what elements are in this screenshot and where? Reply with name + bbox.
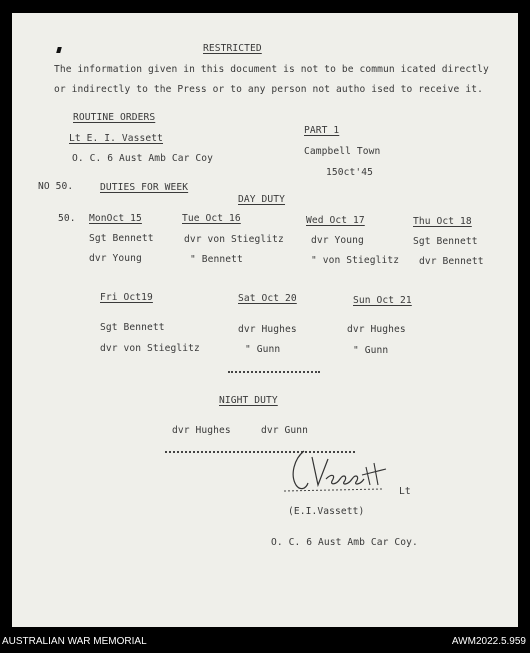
notice-line-1: The information given in this document is not to be commun icated directly (54, 64, 489, 75)
sat-line-2: " Gunn (245, 344, 281, 355)
order-date: 150ct'45 (326, 167, 374, 178)
day-mon: MonOct 15 (89, 213, 142, 224)
signatory-name: (E.I.Vassett) (288, 506, 365, 517)
item-number: 50. (58, 213, 76, 224)
wed-line-1: dvr Young (311, 235, 364, 246)
wed-line-2: " von Stieglitz (311, 255, 400, 266)
sat-line-1: dvr Hughes (238, 324, 297, 335)
sun-line-1: dvr Hughes (347, 324, 406, 335)
day-thu: Thu Oct 18 (413, 216, 472, 227)
handwritten-signature (282, 445, 392, 497)
night-duty-2: dvr Gunn (261, 425, 309, 436)
mon-line-1: Sgt Bennett (89, 233, 154, 244)
night-duty-heading: NIGHT DUTY (219, 395, 278, 406)
part-number: PART 1 (304, 125, 340, 136)
night-duty-1: dvr Hughes (172, 425, 231, 436)
routine-orders-title: ROUTINE ORDERS (73, 112, 156, 123)
signature-suffix: Lt (399, 486, 411, 497)
unit-name: O. C. 6 Aust Amb Car Coy (72, 153, 214, 164)
footer-bar (0, 628, 530, 653)
day-tue: Tue Oct 16 (182, 213, 241, 224)
location: Campbell Town (304, 146, 381, 157)
thu-line-2: dvr Bennett (419, 256, 484, 267)
day-duty-heading: DAY DUTY (238, 194, 286, 205)
signatory-title: O. C. 6 Aust Amb Car Coy. (271, 537, 418, 548)
sun-line-2: " Gunn (353, 345, 389, 356)
day-wed: Wed Oct 17 (306, 215, 365, 226)
officer-name: Lt E. I. Vassett (69, 133, 164, 144)
day-sat: Sat Oct 20 (238, 293, 297, 304)
fri-line-2: dvr von Stieglitz (100, 343, 200, 354)
thu-line-1: Sgt Bennett (413, 236, 478, 247)
footer-accession-number: AWM2022.5.959 (451, 636, 526, 647)
mon-line-2: dvr Young (89, 253, 142, 264)
day-fri: Fri Oct19 (100, 292, 153, 303)
day-sun: Sun Oct 21 (353, 295, 412, 306)
dotted-separator (228, 371, 320, 373)
tue-line-2: " Bennett (190, 254, 243, 265)
order-number: NO 50. (38, 181, 74, 192)
notice-line-2: or indirectly to the Press or to any person not autho ised to receive it. (54, 84, 483, 95)
document-page (12, 13, 518, 627)
tue-line-1: dvr von Stieglitz (184, 234, 284, 245)
fri-line-1: Sgt Bennett (100, 322, 165, 333)
restricted-label: RESTRICTED (203, 43, 262, 54)
footer-credit: AUSTRALIAN WAR MEMORIAL (2, 636, 147, 647)
duties-heading: DUTIES FOR WEEK (100, 182, 189, 193)
